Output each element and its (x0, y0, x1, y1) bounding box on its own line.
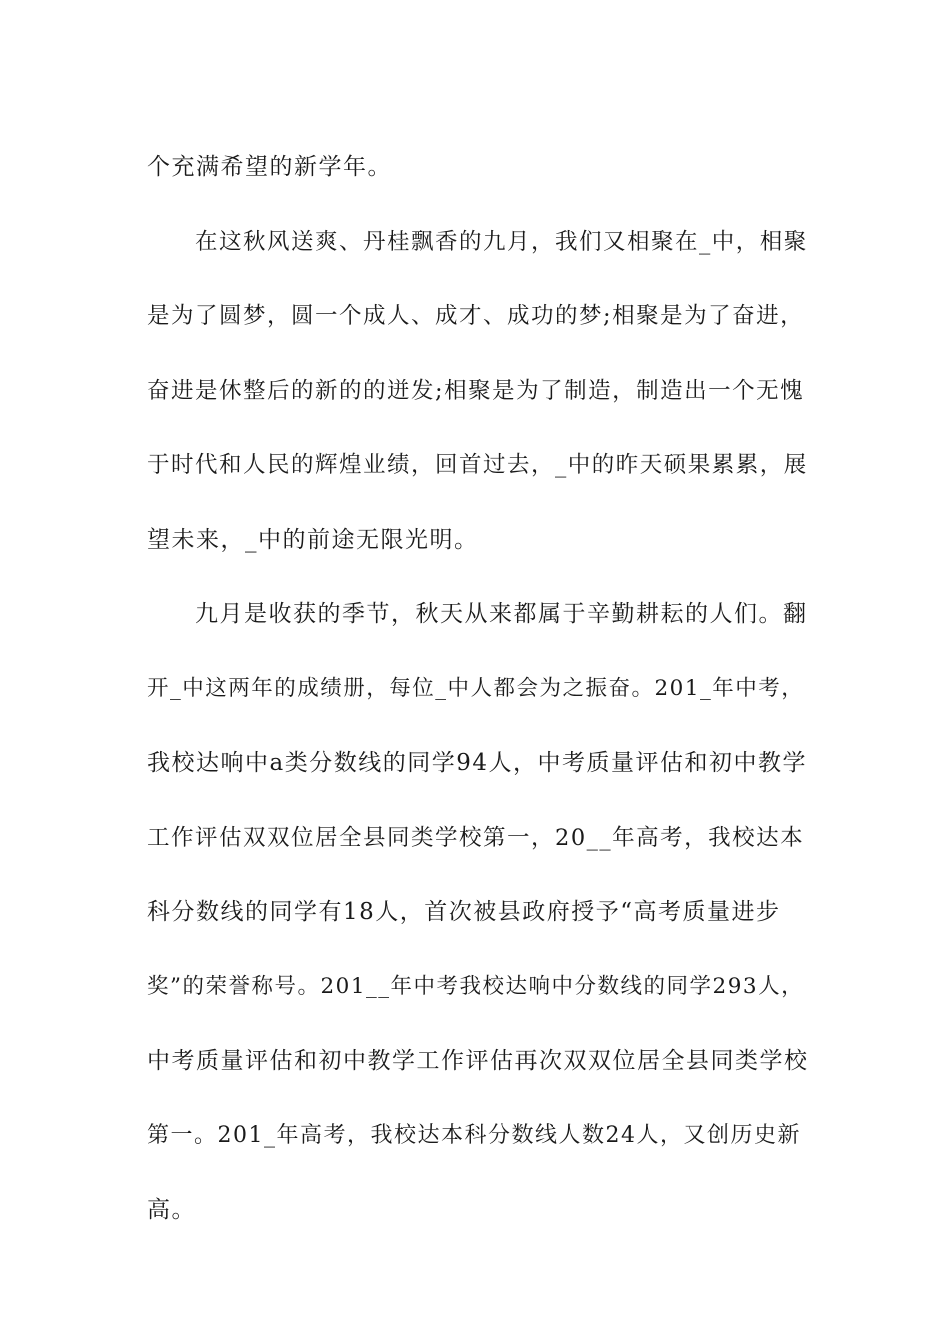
text-line: 第一。201_年高考，我校达本科分数线人数24人，又创历史新 (147, 1122, 801, 1148)
text-line: 工作评估双双位居全县同类学校第一，20__年高考，我校达本 (147, 824, 805, 851)
text-line: 奋进是休整后的新的的迸发;相聚是为了制造，制造出一个无愧 (147, 377, 805, 404)
text-line: 科分数线的同学有18人，首次被县政府授予“高考质量进步 (147, 899, 781, 925)
text-line: 九月是收获的季节，秋天从来都属于辛勤耕耘的人们。翻 (195, 601, 808, 627)
text-line: 中考质量评估和初中教学工作评估再次双双位居全县同类学校 (147, 1048, 809, 1074)
text-line: 开_中这两年的成绩册，每位_中人都会为之振奋。201_年中考， (147, 675, 805, 701)
text-line: 我校达响中a类分数线的同学94人，中考质量评估和初中教学 (147, 750, 807, 776)
text-line: 望未来，_中的前途无限光明。 (147, 526, 479, 553)
text-line: 高。 (147, 1197, 196, 1223)
text-line: 是为了圆梦，圆一个成人、成才、成功的梦;相聚是为了奋进， (147, 303, 805, 329)
body-text (147, 130, 812, 1248)
text-line: 在这秋风送爽、丹桂飘香的九月，我们又相聚在_中，相聚 (195, 228, 808, 255)
text-line: 奖”的荣誉称号。201__年中考我校达响中分数线的同学293人， (147, 973, 805, 999)
paragraph (147, 577, 812, 1248)
text-line: 于时代和人民的辉煌业绩，回首过去，_中的昨天硕果累累，展 (147, 452, 808, 478)
text-line: 个充满希望的新学年。 (147, 154, 392, 180)
paragraph (147, 205, 812, 578)
paragraph (147, 130, 812, 205)
